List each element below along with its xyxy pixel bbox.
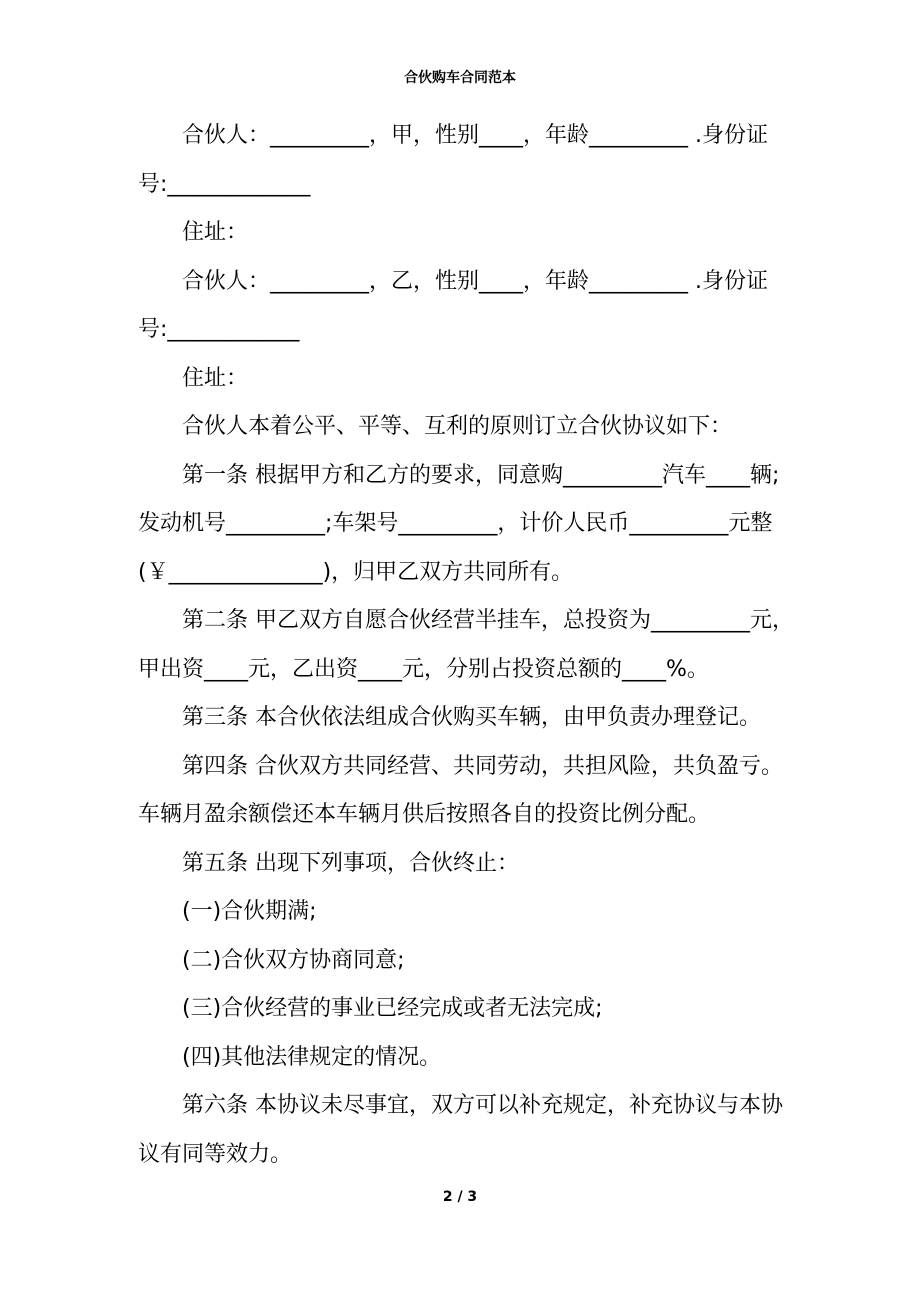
party-a-line: 合伙人：_________，甲，性别____，年龄_________ .身份证: [182, 123, 768, 148]
page-header-title: 合伙购车合同范本: [404, 70, 516, 86]
article-6-line-1: 第六条 本协议未尽事宜，双方可以补充规定，补充协议与本协: [182, 1093, 783, 1118]
article-1-line-1: 第一条 根据甲方和乙方的要求，同意购_________汽车____辆;: [182, 462, 780, 488]
article-4-line-2: 车辆月盈余额偿还本车辆月供后按照各自的投资比例分配。: [138, 802, 711, 827]
party-a-address-line: 住址：: [182, 220, 249, 245]
article-1-line-3: (￥______________)，归甲乙双方共同所有。: [138, 559, 574, 585]
article-3: 第三条 本合伙依法组成合伙购买车辆，由甲负责办理登记。: [182, 705, 761, 730]
article-5-item-2: (二)合伙双方协商同意;: [182, 947, 405, 973]
article-5: 第五条 出现下列事项，合伙终止：: [182, 850, 519, 876]
article-2-line-2: 甲出资____元，乙出资____元，分别占投资总额的____%。: [138, 656, 709, 682]
agreement-intro: 合伙人本着公平、平等、互利的原则订立合伙协议如下：: [182, 414, 733, 439]
party-b-address-line: 住址：: [182, 365, 249, 391]
article-6-line-2: 议有同等效力。: [138, 1141, 293, 1167]
article-5-item-4: (四)其他法律规定的情况。: [182, 1044, 442, 1070]
party-b-line: 合伙人：_________，乙，性别____，年龄_________ .身份证: [182, 268, 768, 294]
article-4-line-1: 第四条 合伙双方共同经营、共同劳动，共担风险，共负盈亏。: [182, 753, 783, 779]
article-5-item-1: (一)合伙期满;: [182, 899, 317, 924]
contract-body: [138, 112, 810, 1179]
article-1-line-2: 发动机号_________;车架号_________，计价人民币_________元整: [138, 511, 773, 536]
page-number: 2 / 3: [442, 1189, 478, 1205]
party-b-id-line: 号:____________: [138, 317, 300, 342]
article-5-item-3: (三)合伙经营的事业已经完成或者无法完成;: [182, 996, 603, 1021]
article-2-line-1: 第二条 甲乙双方自愿合伙经营半挂车，总投资为_________元，: [182, 608, 794, 633]
party-a-id-line: 号:_____________: [138, 171, 311, 197]
